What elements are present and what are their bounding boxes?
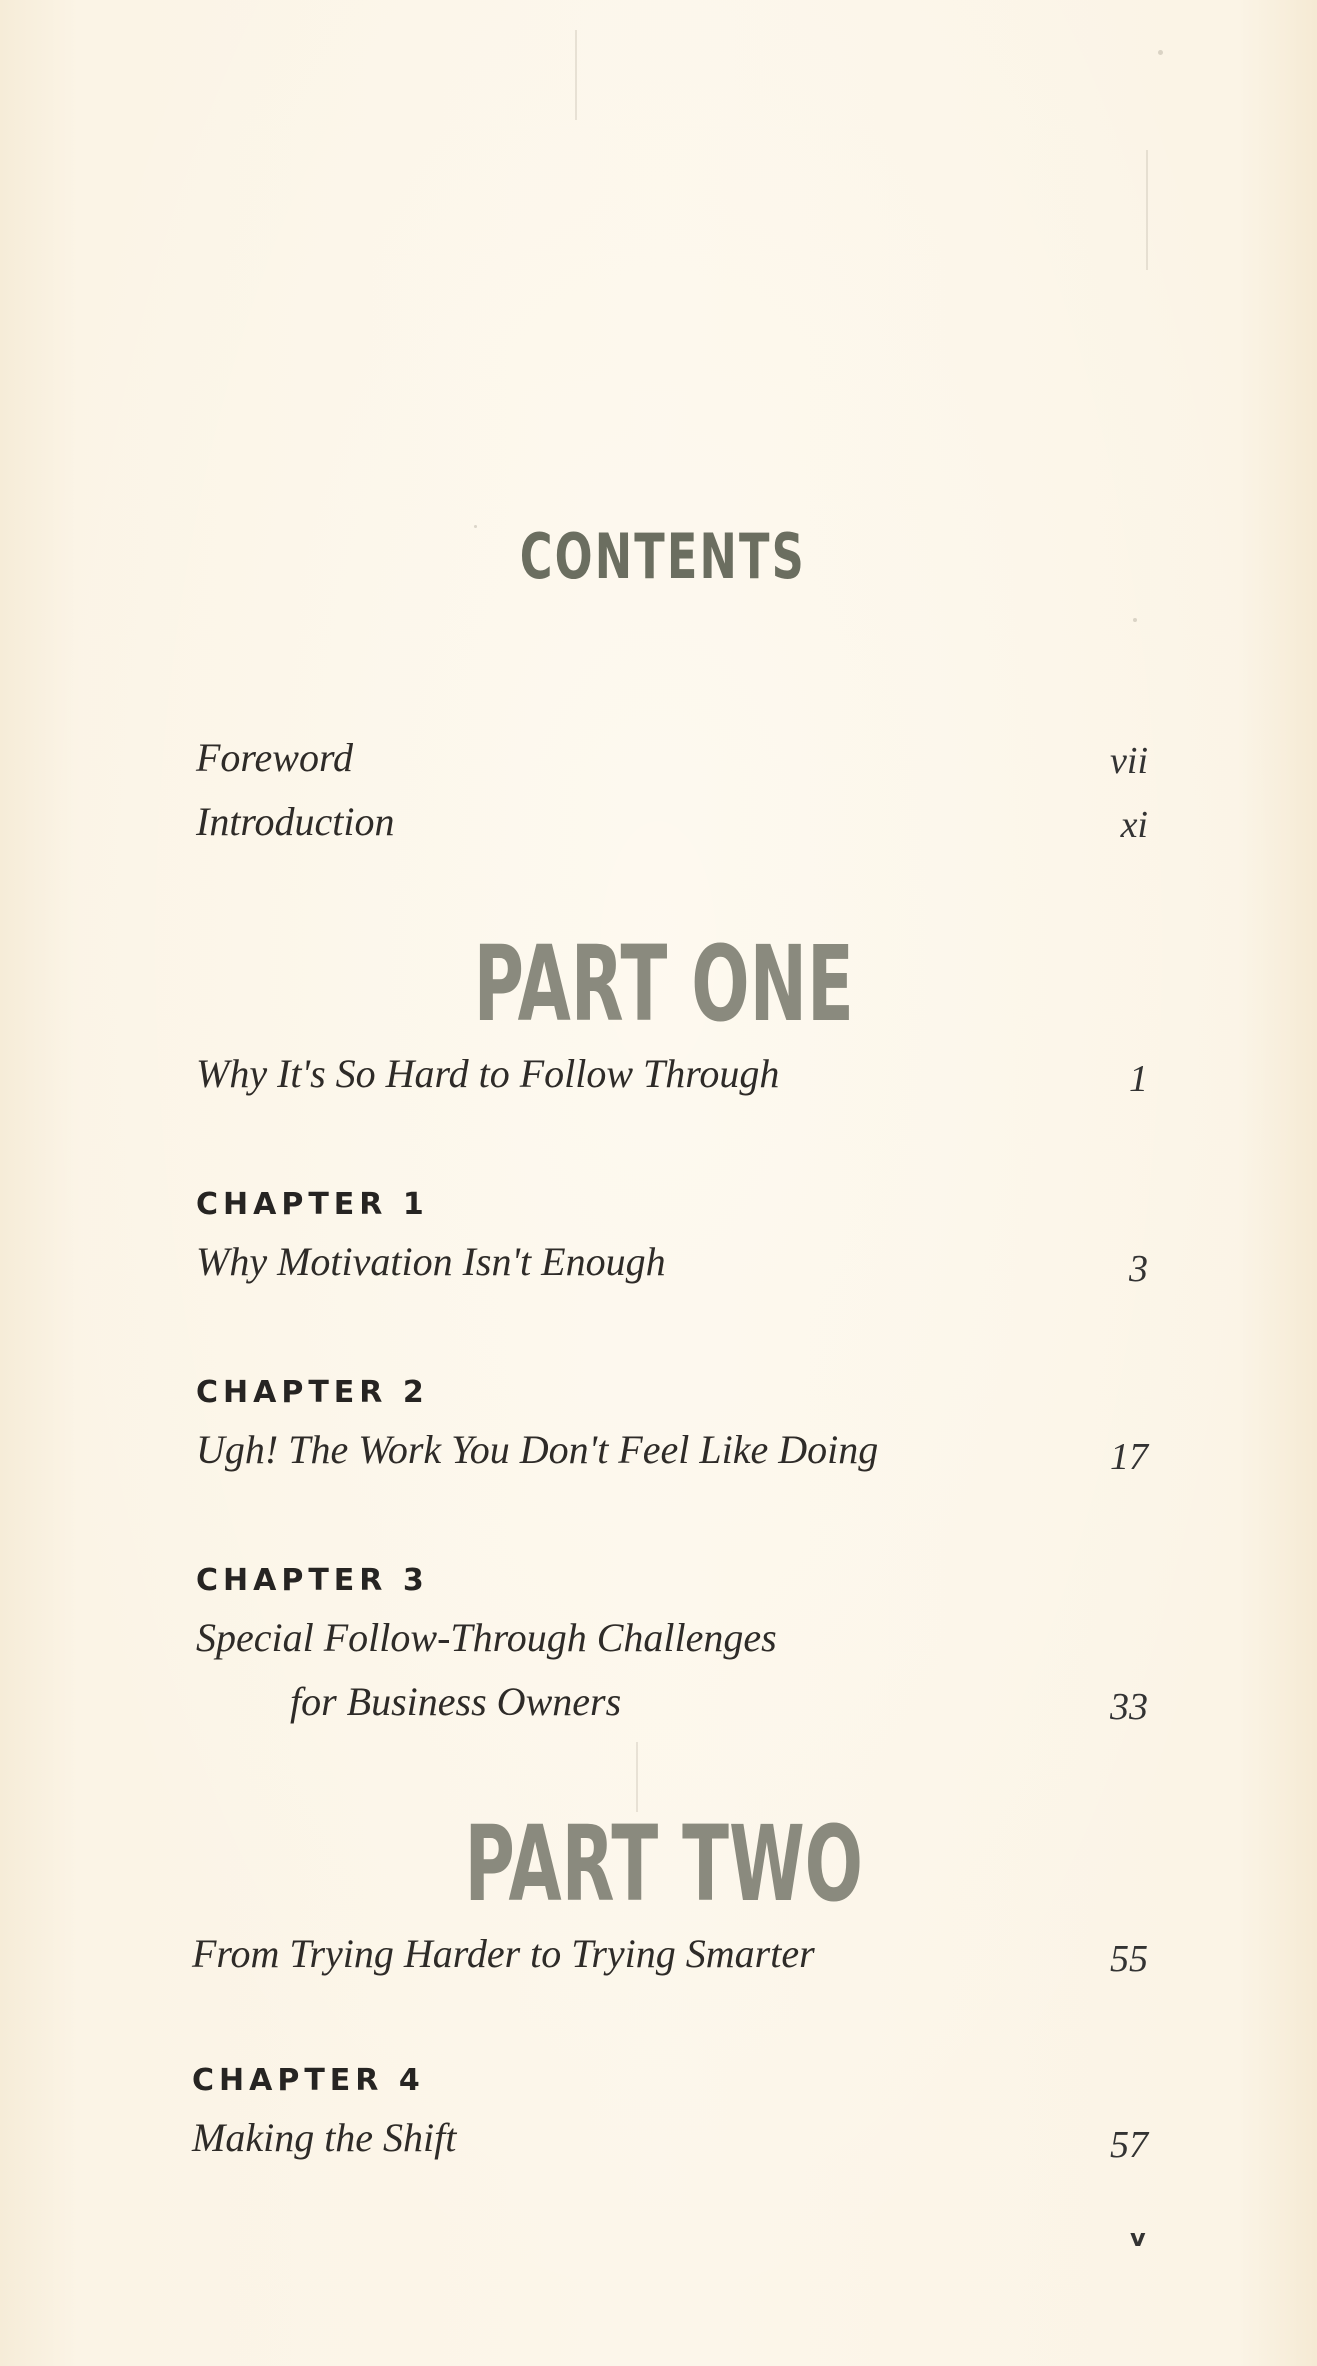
chapter-title: Special Follow-Through Challenges bbox=[196, 1615, 777, 1660]
toc-entry-page: 3 bbox=[1129, 1248, 1148, 1290]
paper-scratch bbox=[575, 30, 577, 120]
paper-speck bbox=[1158, 50, 1163, 55]
toc-entry-page: xi bbox=[1120, 804, 1148, 846]
toc-entry-title: Foreword bbox=[196, 735, 354, 780]
chapter-title: Ugh! The Work You Don't Feel Like Doing bbox=[196, 1427, 879, 1472]
page-title: CONTENTS bbox=[519, 520, 806, 593]
toc-entry-page: 1 bbox=[1129, 1058, 1148, 1100]
chapter-label: CHAPTER 1 bbox=[196, 1187, 429, 1222]
part-subtitle: Why It's So Hard to Follow Through bbox=[196, 1051, 780, 1096]
part-heading: PART ONE bbox=[473, 923, 854, 1045]
toc-entry-page: vii bbox=[1110, 740, 1148, 782]
chapter-label: CHAPTER 3 bbox=[196, 1563, 429, 1598]
paper-speck bbox=[1133, 618, 1137, 622]
chapter-title: Making the Shift bbox=[192, 2115, 457, 2160]
paper-scratch bbox=[1146, 150, 1148, 270]
paper-scratch bbox=[636, 1742, 638, 1812]
chapter-label: CHAPTER 2 bbox=[196, 1375, 429, 1410]
toc-entry-page: 33 bbox=[1110, 1686, 1148, 1728]
toc-entry-page: 55 bbox=[1110, 1938, 1148, 1980]
toc-entry-title: Introduction bbox=[196, 799, 395, 844]
chapter-title: Why Motivation Isn't Enough bbox=[196, 1239, 666, 1284]
chapter-label: CHAPTER 4 bbox=[192, 2063, 425, 2098]
part-heading: PART TWO bbox=[464, 1803, 864, 1925]
page-number: v bbox=[1130, 2224, 1146, 2252]
toc-entry-page: 57 bbox=[1110, 2124, 1148, 2166]
chapter-title-continued: for Business Owners bbox=[290, 1679, 622, 1724]
part-subtitle: From Trying Harder to Trying Smarter bbox=[192, 1931, 815, 1976]
toc-entry-page: 17 bbox=[1110, 1436, 1148, 1478]
